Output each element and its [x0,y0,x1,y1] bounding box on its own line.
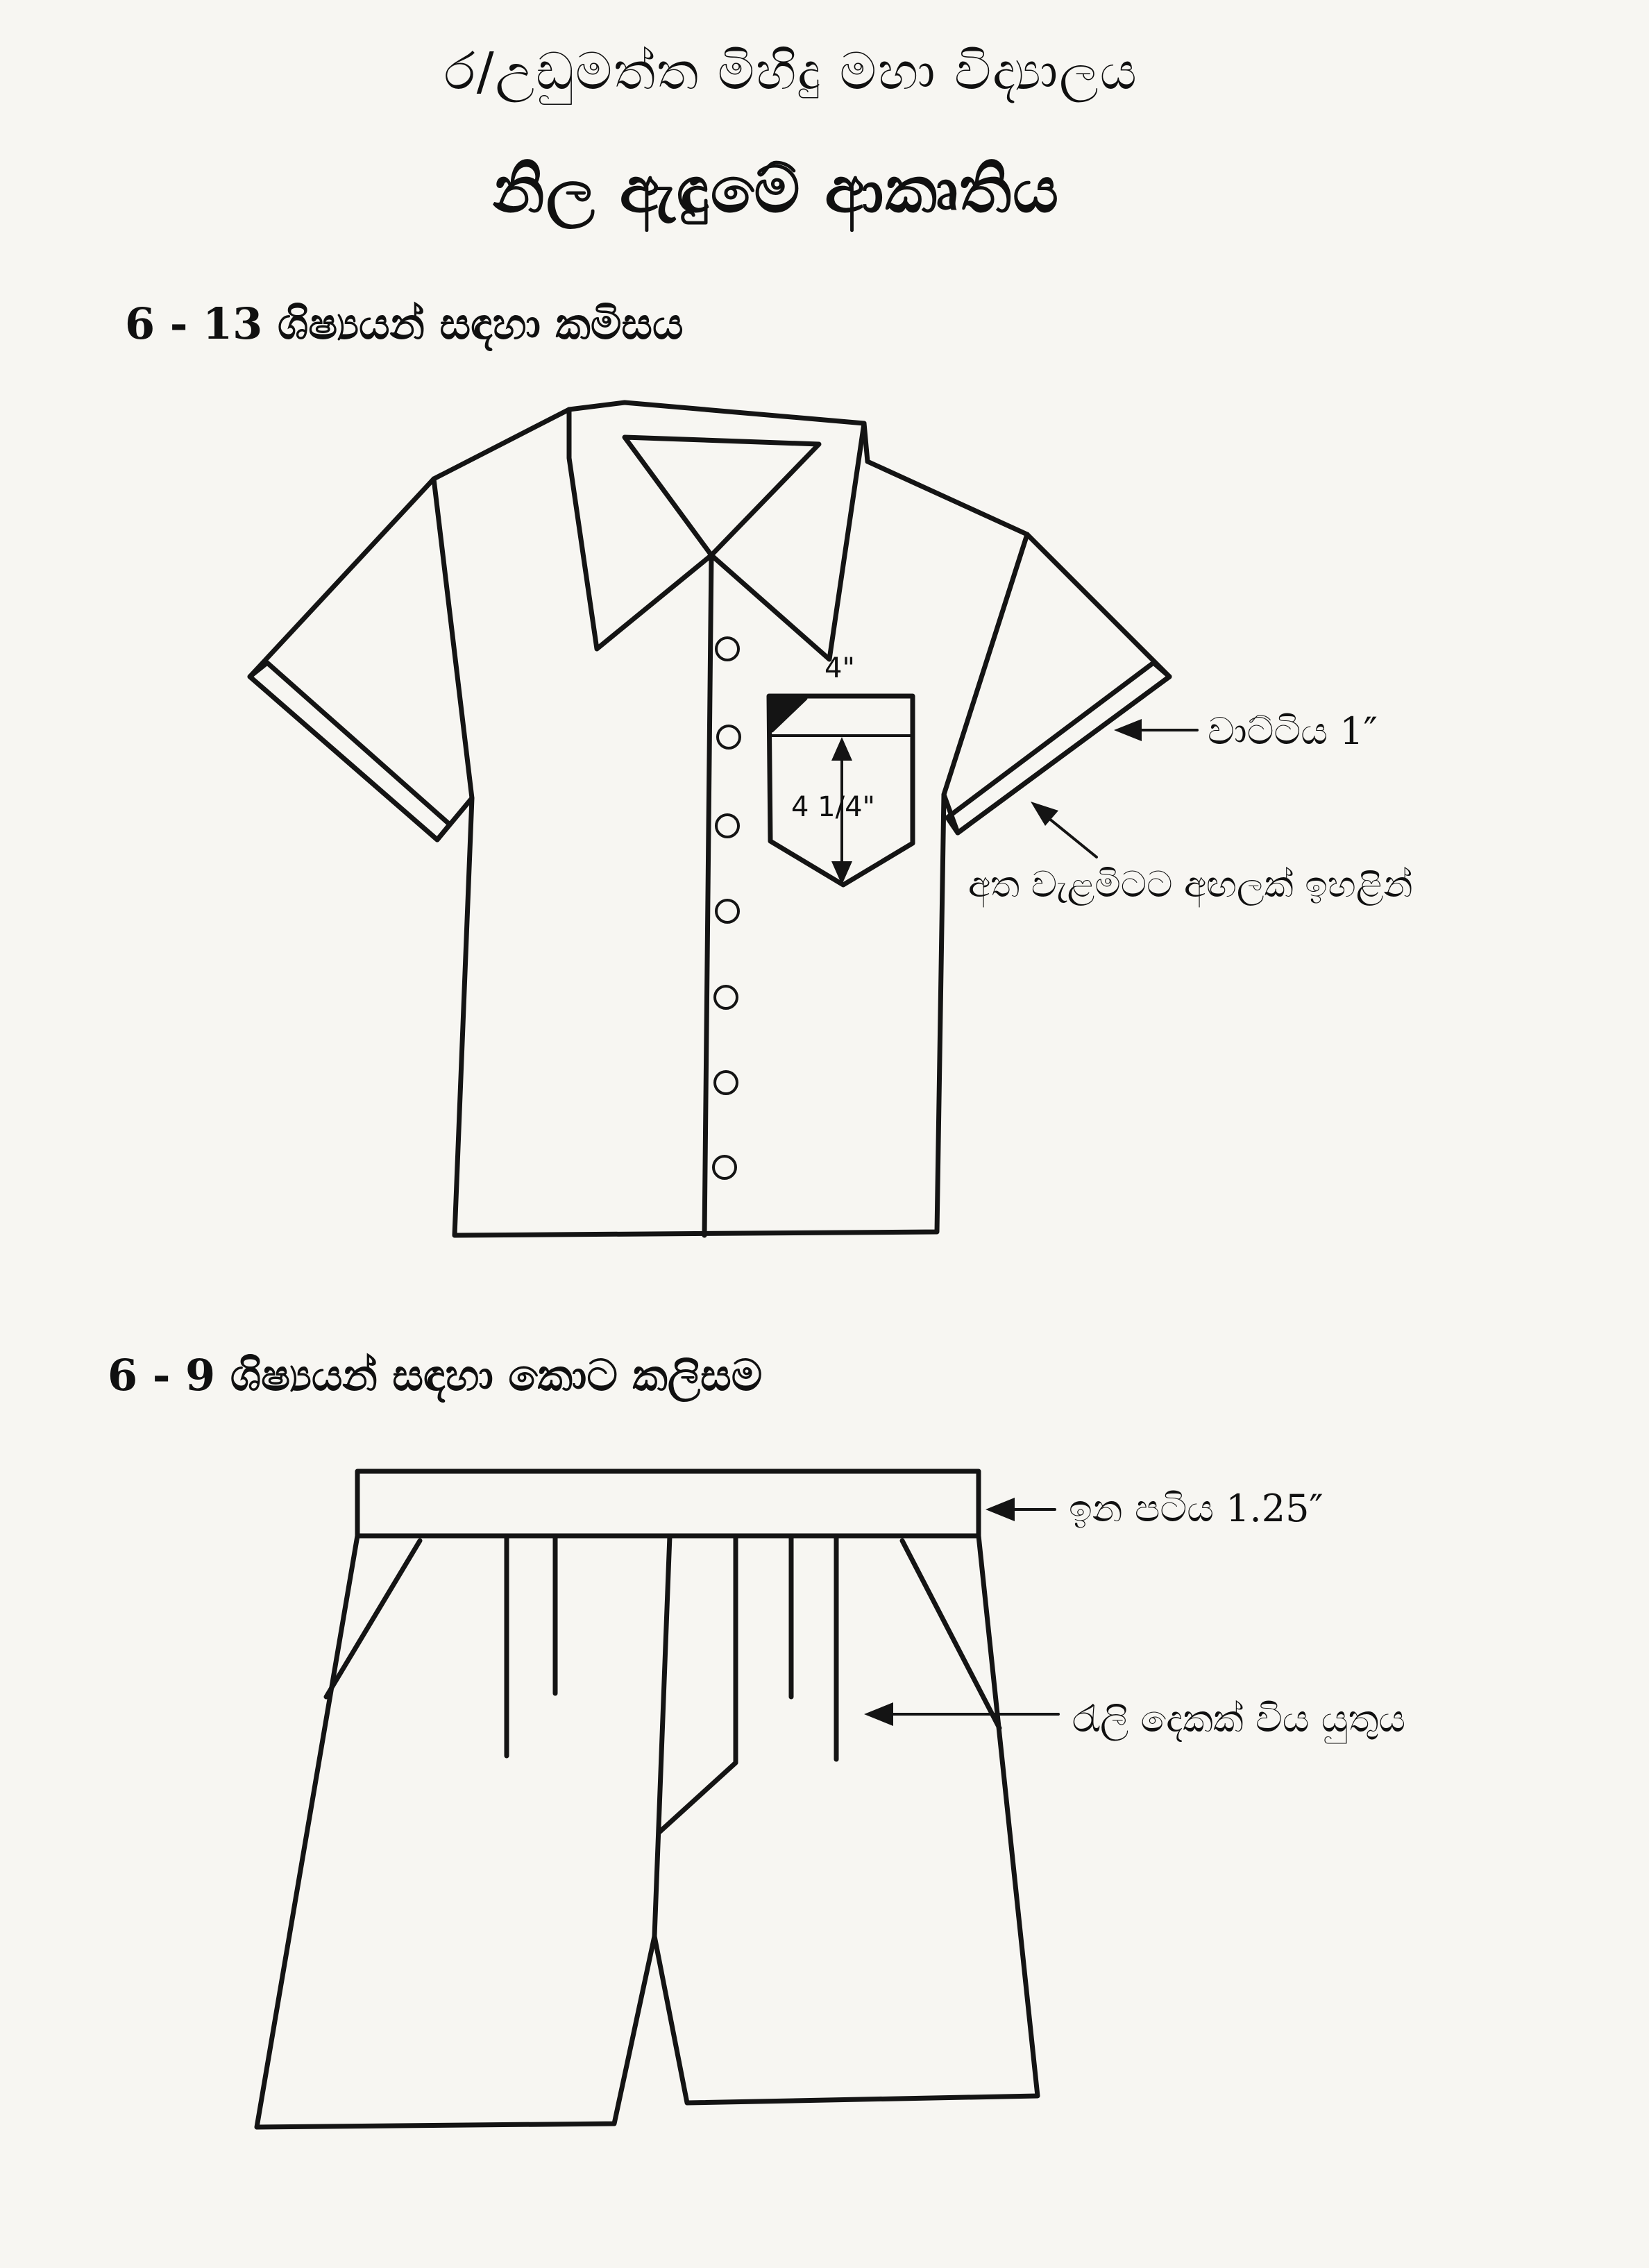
shirt-button [715,986,737,1008]
shorts-left-pocket [326,1541,420,1697]
shirt-button [716,815,738,837]
page-title: නිල ඇඳුමේ ආකෘතිය [493,153,1060,227]
waistband-label: ඉන පටිය 1.25″ [1069,1487,1324,1530]
shirt-button [713,1156,736,1178]
left-cuff [250,663,450,840]
pleat-label: රැලි දෙකක් විය යුතුය [1072,1697,1406,1741]
pocket-height-dimension: 4 1/4" [791,791,875,823]
right-sleeve-seam [944,534,1027,795]
cuff-arrow-head [1114,719,1142,741]
shorts-fly-curve [659,1536,736,1832]
shirt-placket [704,555,711,1235]
pocket-height-arrow-top [831,737,852,761]
shirt-collar-inner [625,437,819,555]
shirt-section-heading: 6 - 13 ශිෂ්‍යයන් සඳහා කමිසය [125,298,684,349]
cuff-label: වාට්ටිය 1″ [1208,709,1378,753]
left-sleeve-seam [434,479,472,798]
shorts-outline [257,1536,1038,2127]
shorts-section-heading: 6 - 9 ශිෂ්‍යයන් සඳහා කොට කලිසම [108,1350,763,1400]
pocket-corner-mark [772,698,805,730]
shorts-fly [654,1536,670,1936]
shirt-buttons [713,638,740,1178]
pleat-arrow-head [864,1702,893,1726]
shorts-waistband [357,1471,979,1536]
shorts-right-pocket [902,1541,999,1728]
shirt-diagram [250,403,1197,1235]
shirt-button [716,638,738,660]
sleeve-length-label: අත වැළමිටට අඟලක් ඉහළින් [968,864,1413,906]
shirt-button [718,726,740,748]
waistband-arrow-head [986,1498,1015,1521]
school-name: ර/උඩුමත්ත මිහිදු මහා විද්‍යාලය [444,42,1138,101]
shirt-button [715,1072,737,1094]
pocket-width-dimension: 4" [824,652,855,684]
shirt-button [716,900,738,922]
shorts-diagram [257,1471,1058,2127]
right-cuff [947,663,1169,833]
